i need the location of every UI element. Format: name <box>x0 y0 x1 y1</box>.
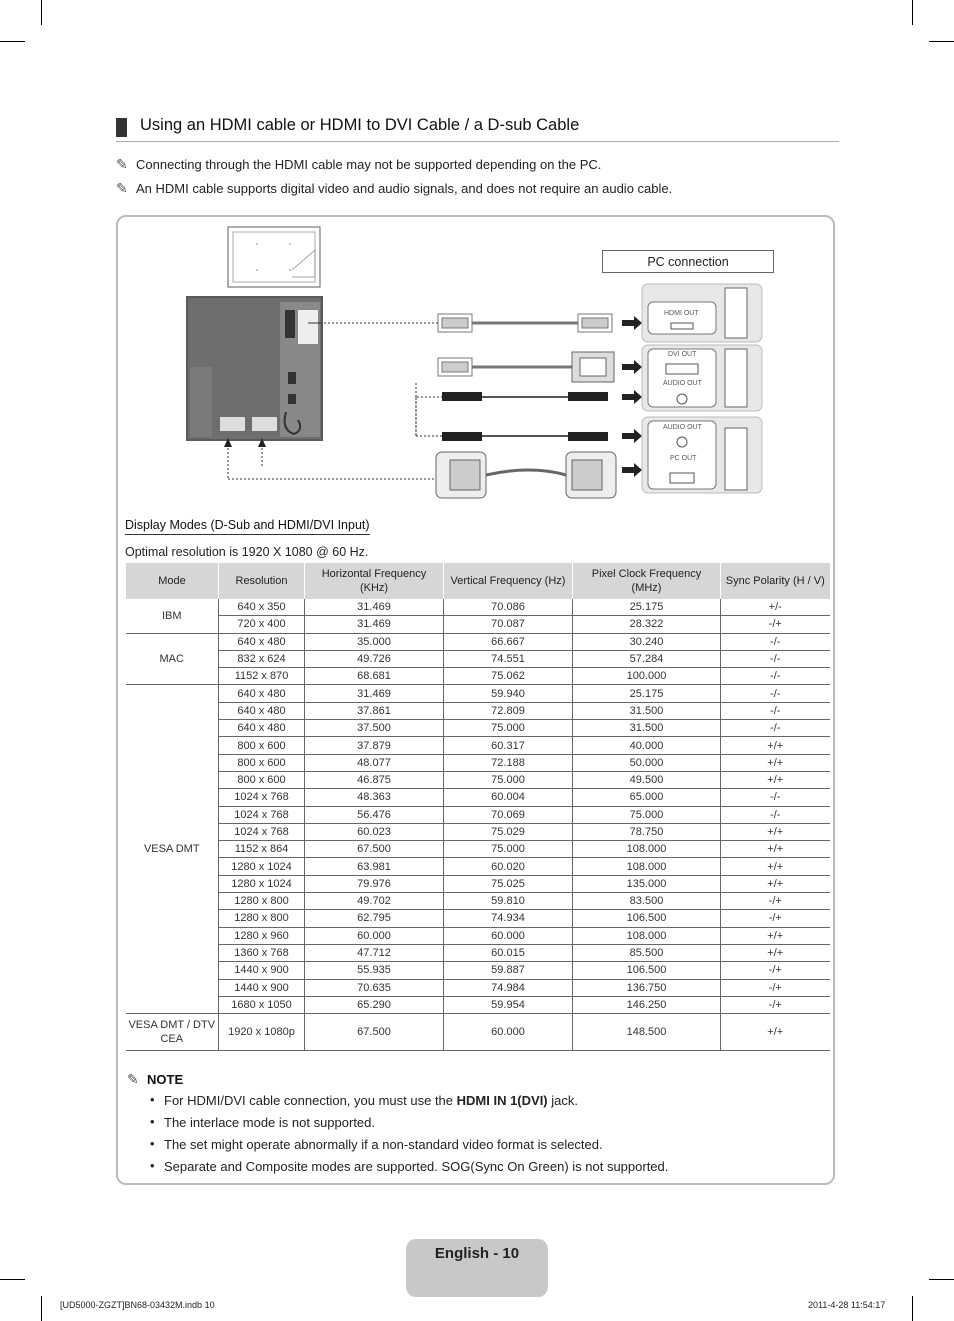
table-cell: 65.290 <box>305 996 444 1013</box>
table-cell: -/+ <box>721 616 830 633</box>
note-list <box>150 1093 668 1181</box>
audio-cable <box>442 432 608 441</box>
table-cell: 75.025 <box>444 875 573 892</box>
table-cell: 800 x 600 <box>219 737 305 754</box>
table-cell: 1440 x 900 <box>219 979 305 996</box>
table-cell: 68.681 <box>305 668 444 685</box>
pc-panel-dsub <box>642 417 762 493</box>
crop-mark <box>912 1296 913 1321</box>
table-cell: 60.004 <box>444 789 573 806</box>
table-cell: +/+ <box>721 858 830 875</box>
table-cell: 78.750 <box>573 823 721 840</box>
table-cell: 50.000 <box>573 754 721 771</box>
pc-panel-dvi <box>642 345 762 411</box>
table-cell: -/- <box>721 789 830 806</box>
table-cell: 31.469 <box>305 599 444 616</box>
table-cell: 70.087 <box>444 616 573 633</box>
table-row <box>126 979 830 996</box>
table-cell: 59.954 <box>444 996 573 1013</box>
table-cell: 75.000 <box>573 806 721 823</box>
table-cell: -/- <box>721 650 830 667</box>
table-cell: 60.020 <box>444 858 573 875</box>
table-cell: +/+ <box>721 823 830 840</box>
table-cell: 100.000 <box>573 668 721 685</box>
table-cell: 800 x 600 <box>219 754 305 771</box>
table-row <box>126 633 830 650</box>
table-cell: +/+ <box>721 737 830 754</box>
table-cell: -/+ <box>721 979 830 996</box>
table-cell: +/+ <box>721 754 830 771</box>
note-item <box>150 1093 668 1115</box>
table-row <box>126 875 830 892</box>
table-cell: 67.500 <box>305 841 444 858</box>
display-modes-table <box>125 563 830 1051</box>
table-row <box>126 927 830 944</box>
note-text: jack. <box>547 1093 578 1108</box>
table-cell: 49.702 <box>305 893 444 910</box>
table-cell: 146.250 <box>573 996 721 1013</box>
pc-out-label: PC OUT <box>670 455 697 462</box>
table-cell: 108.000 <box>573 858 721 875</box>
table-cell: 135.000 <box>573 875 721 892</box>
table-cell: 75.000 <box>444 841 573 858</box>
table-cell: 75.000 <box>444 771 573 788</box>
table-cell: 62.795 <box>305 910 444 927</box>
table-cell: -/- <box>721 806 830 823</box>
table-cell: 70.069 <box>444 806 573 823</box>
table-cell: 49.500 <box>573 771 721 788</box>
top-note-text: Connecting through the HDMI cable may not be supported depending on the PC. <box>136 157 602 172</box>
table-cell: 31.469 <box>305 616 444 633</box>
table-row <box>126 650 830 667</box>
mode-cell: MAC <box>126 633 219 685</box>
table-cell: -/+ <box>721 893 830 910</box>
table-row <box>126 944 830 961</box>
table-cell: -/- <box>721 702 830 719</box>
crop-mark <box>41 0 42 25</box>
top-note-text: An HDMI cable supports digital video and audio signals, and does not require an audio cable. <box>136 181 673 196</box>
table-cell: 37.861 <box>305 702 444 719</box>
title-marker <box>116 118 127 137</box>
table-cell: 1360 x 768 <box>219 944 305 961</box>
table-cell: -/- <box>721 633 830 650</box>
table-cell: 60.000 <box>444 1014 573 1051</box>
header-horizontal-frequency: Horizontal Frequency (KHz) <box>305 563 444 599</box>
table-row <box>126 962 830 979</box>
dsub-cable <box>436 452 616 498</box>
table-header-row <box>126 563 830 599</box>
table-cell: 59.887 <box>444 962 573 979</box>
header-vertical-frequency: Vertical Frequency (Hz) <box>444 563 573 599</box>
pc-connection-label: PC connection <box>602 250 774 273</box>
hdmi-out-label: HDMI OUT <box>664 310 699 317</box>
optimal-resolution: Optimal resolution is 1920 X 1080 @ 60 Hz. <box>125 545 369 559</box>
table-cell: 59.940 <box>444 685 573 702</box>
table-cell: 1024 x 768 <box>219 789 305 806</box>
table-cell: 1280 x 1024 <box>219 858 305 875</box>
table-row <box>126 771 830 788</box>
table-cell: 31.500 <box>573 702 721 719</box>
crop-mark <box>912 0 913 25</box>
table-cell: 800 x 600 <box>219 771 305 788</box>
top-note-1 <box>116 156 601 173</box>
top-note-2 <box>116 180 672 197</box>
pencil-icon: ✎ <box>116 180 128 196</box>
table-cell: 1280 x 1024 <box>219 875 305 892</box>
tv-back-panel <box>186 296 323 441</box>
hdmi-cable <box>438 314 612 332</box>
table-cell: 67.500 <box>305 1014 444 1051</box>
table-cell: 65.000 <box>573 789 721 806</box>
table-cell: 75.029 <box>444 823 573 840</box>
table-cell: 59.810 <box>444 893 573 910</box>
table-cell: 640 x 480 <box>219 720 305 737</box>
table-row <box>126 858 830 875</box>
table-cell: 74.934 <box>444 910 573 927</box>
table-cell: 57.284 <box>573 650 721 667</box>
table-cell: 49.726 <box>305 650 444 667</box>
table-cell: 25.175 <box>573 685 721 702</box>
table-row <box>126 841 830 858</box>
crop-mark <box>929 41 954 42</box>
mode-cell: VESA DMT <box>126 685 219 1014</box>
note-bold-text: HDMI IN 1(DVI) <box>456 1093 548 1108</box>
table-cell: 720 x 400 <box>219 616 305 633</box>
title-divider <box>116 141 839 142</box>
table-cell: 60.317 <box>444 737 573 754</box>
table-cell: 46.875 <box>305 771 444 788</box>
table-cell: +/+ <box>721 1014 830 1051</box>
table-cell: 1440 x 900 <box>219 962 305 979</box>
table-cell: -/+ <box>721 910 830 927</box>
table-cell: 1280 x 960 <box>219 927 305 944</box>
table-cell: 1024 x 768 <box>219 806 305 823</box>
page-number: English - 10 <box>434 1245 520 1262</box>
dvi-out-label: DVI OUT <box>668 351 697 358</box>
table-row <box>126 720 830 737</box>
table-cell: 28.322 <box>573 616 721 633</box>
table-cell: 60.000 <box>305 927 444 944</box>
table-cell: 75.062 <box>444 668 573 685</box>
audio-cable <box>442 392 608 401</box>
table-cell: +/+ <box>721 771 830 788</box>
table-body <box>126 599 830 1051</box>
table-cell: 85.500 <box>573 944 721 961</box>
table-cell: 56.476 <box>305 806 444 823</box>
crop-mark <box>0 41 25 42</box>
section-title: Using an HDMI cable or HDMI to DVI Cable / a D-sub Cable <box>140 116 580 134</box>
crop-mark <box>41 1296 42 1321</box>
table-cell: 48.363 <box>305 789 444 806</box>
table-row <box>126 754 830 771</box>
table-cell: 106.500 <box>573 910 721 927</box>
table-row <box>126 996 830 1013</box>
table-cell: +/+ <box>721 927 830 944</box>
table-cell: 74.551 <box>444 650 573 667</box>
footer-file: [UD5000-ZGZT]BN68-03432M.indb 10 <box>60 1300 215 1310</box>
header-sync-polarity: Sync Polarity (H / V) <box>721 563 830 599</box>
table-cell: +/+ <box>721 841 830 858</box>
table-cell: 1680 x 1050 <box>219 996 305 1013</box>
table-row <box>126 823 830 840</box>
table-cell: -/+ <box>721 996 830 1013</box>
table-cell: 79.976 <box>305 875 444 892</box>
table-cell: 60.000 <box>444 927 573 944</box>
table-cell: 75.000 <box>444 720 573 737</box>
table-cell: 72.809 <box>444 702 573 719</box>
note-header-text: NOTE <box>147 1072 184 1087</box>
table-row <box>126 806 830 823</box>
note-header <box>127 1071 183 1088</box>
table-cell: 70.635 <box>305 979 444 996</box>
table-cell: 108.000 <box>573 841 721 858</box>
audio-out-label: AUDIO OUT <box>663 380 702 387</box>
audio-out-label: AUDIO OUT <box>663 424 702 431</box>
table-row <box>126 616 830 633</box>
table-cell: 30.240 <box>573 633 721 650</box>
display-modes-title: Display Modes (D-Sub and HDMI/DVI Input) <box>125 518 370 535</box>
table-cell: 640 x 480 <box>219 685 305 702</box>
table-cell: 1920 x 1080p <box>219 1014 305 1051</box>
table-cell: 48.077 <box>305 754 444 771</box>
pencil-icon: ✎ <box>127 1071 139 1087</box>
table-cell: 74.984 <box>444 979 573 996</box>
table-cell: 37.879 <box>305 737 444 754</box>
pc-panel-hdmi <box>642 284 762 342</box>
footer-timestamp: 2011-4-28 11:54:17 <box>808 1300 886 1310</box>
table-cell: 66.667 <box>444 633 573 650</box>
table-cell: 31.469 <box>305 685 444 702</box>
table-cell: 1280 x 800 <box>219 893 305 910</box>
table-cell: 136.750 <box>573 979 721 996</box>
note-item: • The interlace mode is not supported. <box>150 1115 668 1137</box>
table-cell: -/- <box>721 668 830 685</box>
table-row <box>126 1014 830 1051</box>
table-cell: 60.023 <box>305 823 444 840</box>
mode-cell: IBM <box>126 599 219 633</box>
table-cell: 83.500 <box>573 893 721 910</box>
table-cell: -/+ <box>721 962 830 979</box>
table-cell: +/+ <box>721 944 830 961</box>
table-cell: +/+ <box>721 875 830 892</box>
table-cell: 63.981 <box>305 858 444 875</box>
table-cell: +/- <box>721 599 830 616</box>
header-pixel-clock: Pixel Clock Frequency (MHz) <box>573 563 721 599</box>
connection-arrows <box>622 316 642 477</box>
tv-front-illustration <box>228 227 320 287</box>
table-cell: 640 x 480 <box>219 633 305 650</box>
note-item: • The set might operate abnormally if a non-standard video format is selected. <box>150 1137 668 1159</box>
table-cell: 1024 x 768 <box>219 823 305 840</box>
table-cell: 640 x 480 <box>219 702 305 719</box>
table-cell: 47.712 <box>305 944 444 961</box>
table-cell: 31.500 <box>573 720 721 737</box>
table-cell: 1152 x 864 <box>219 841 305 858</box>
header-mode: Mode <box>126 563 219 599</box>
table-row <box>126 893 830 910</box>
crop-mark <box>0 1279 25 1280</box>
table-row <box>126 702 830 719</box>
mode-cell: VESA DMT / DTV CEA <box>126 1014 219 1051</box>
table-cell: 148.500 <box>573 1014 721 1051</box>
table-cell: 106.500 <box>573 962 721 979</box>
table-cell: 72.188 <box>444 754 573 771</box>
crop-mark <box>929 1279 954 1280</box>
table-cell: 25.175 <box>573 599 721 616</box>
table-cell: -/- <box>721 720 830 737</box>
table-row <box>126 910 830 927</box>
hdmi-dvi-cable <box>438 352 614 382</box>
table-cell: 108.000 <box>573 927 721 944</box>
table-row <box>126 685 830 702</box>
table-cell: 35.000 <box>305 633 444 650</box>
header-resolution: Resolution <box>219 563 305 599</box>
table-cell: 37.500 <box>305 720 444 737</box>
table-row <box>126 737 830 754</box>
table-cell: 60.015 <box>444 944 573 961</box>
note-item: • Separate and Composite modes are supported. SOG(Sync On Green) is not supported. <box>150 1159 668 1181</box>
pencil-icon: ✎ <box>116 156 128 172</box>
table-row <box>126 668 830 685</box>
table-cell: 40.000 <box>573 737 721 754</box>
table-cell: 55.935 <box>305 962 444 979</box>
table-row <box>126 599 830 616</box>
table-cell: 640 x 350 <box>219 599 305 616</box>
table-cell: 1280 x 800 <box>219 910 305 927</box>
note-text: For HDMI/DVI cable connection, you must use the <box>164 1093 457 1108</box>
table-cell: -/- <box>721 685 830 702</box>
table-cell: 832 x 624 <box>219 650 305 667</box>
table-cell: 70.086 <box>444 599 573 616</box>
table-row <box>126 789 830 806</box>
table-cell: 1152 x 870 <box>219 668 305 685</box>
